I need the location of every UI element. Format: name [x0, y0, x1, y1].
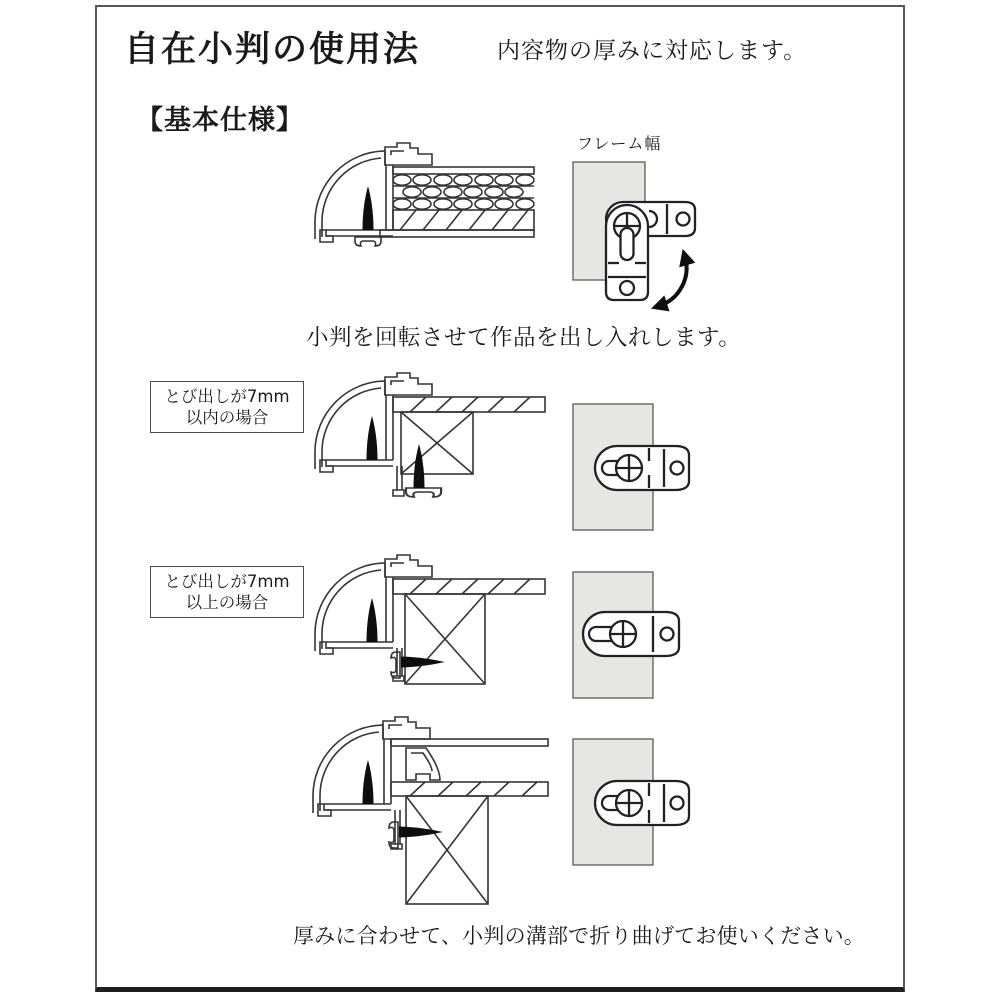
label-line: 以上の場合 [185, 593, 269, 612]
keyhole-slot [621, 228, 634, 260]
label-line: とび出しが7mm [164, 387, 290, 406]
basic-spec-heading: 【基本仕様】 [136, 105, 304, 136]
diagram-koban-front-within-7mm [565, 398, 705, 534]
clip-hole [671, 797, 684, 810]
screw-silhouette-icon [401, 657, 445, 668]
diagram-frame-section-over-7mm [298, 548, 553, 693]
diagram-frame-section-within-7mm [298, 366, 553, 501]
diagram-koban-front-over-7mm [565, 566, 705, 702]
hatched-backing-board [393, 397, 545, 412]
screw-silhouette-icon [414, 444, 425, 488]
screw-silhouette-icon [363, 186, 374, 230]
glass-board [393, 167, 534, 174]
screw-silhouette-icon [363, 760, 374, 804]
koban-clip-horizontal [583, 612, 679, 656]
page-subtitle: 内容物の厚みに対応します。 [497, 38, 808, 64]
hatched-backing-board [391, 782, 548, 796]
clip-hole [661, 628, 674, 641]
hatched-backing-board [393, 579, 545, 594]
spacer-profile [406, 748, 440, 780]
koban-clip-vertical [606, 205, 648, 300]
label-box-within-7mm [150, 381, 304, 433]
screw-silhouette-icon [367, 598, 378, 642]
rotate-caption: 小判を回転させて作品を出し入れします。 [306, 325, 742, 351]
bubble-wrap-layers [393, 175, 534, 209]
diagram-koban-front-deep [565, 733, 705, 869]
packed-contents [380, 167, 534, 237]
diagram-frame-section-deep [296, 710, 556, 910]
hatched-backing-board [393, 210, 534, 230]
label-box-over-7mm [150, 566, 304, 618]
clip-hole [671, 462, 684, 475]
clip-hole [620, 281, 634, 295]
koban-clip-horizontal [595, 781, 689, 825]
rotation-arrow-icon [659, 257, 687, 306]
diagram-koban-rotation [563, 150, 703, 320]
bend-caption: 厚みに合わせて、小判の溝部で折り曲げてお使いください。 [293, 924, 865, 948]
diagram-frame-section-basic [296, 134, 546, 264]
content-box [401, 412, 473, 474]
koban-clip-horizontal [595, 446, 689, 490]
content-box [406, 796, 488, 904]
screw-silhouette-icon [367, 416, 378, 460]
bent-koban-clip [391, 648, 445, 681]
frame-width-label: フレーム幅 [577, 134, 662, 153]
content-box [405, 594, 485, 684]
glass-board [391, 739, 548, 746]
label-line: 以内の場合 [185, 408, 269, 427]
label-line: とび出しが7mm [164, 572, 290, 591]
koban-clip-edge-view [355, 237, 381, 246]
bottom-board [380, 230, 534, 237]
page-title: 自在小判の使用法 [124, 30, 421, 70]
bent-koban-clip [389, 810, 443, 849]
